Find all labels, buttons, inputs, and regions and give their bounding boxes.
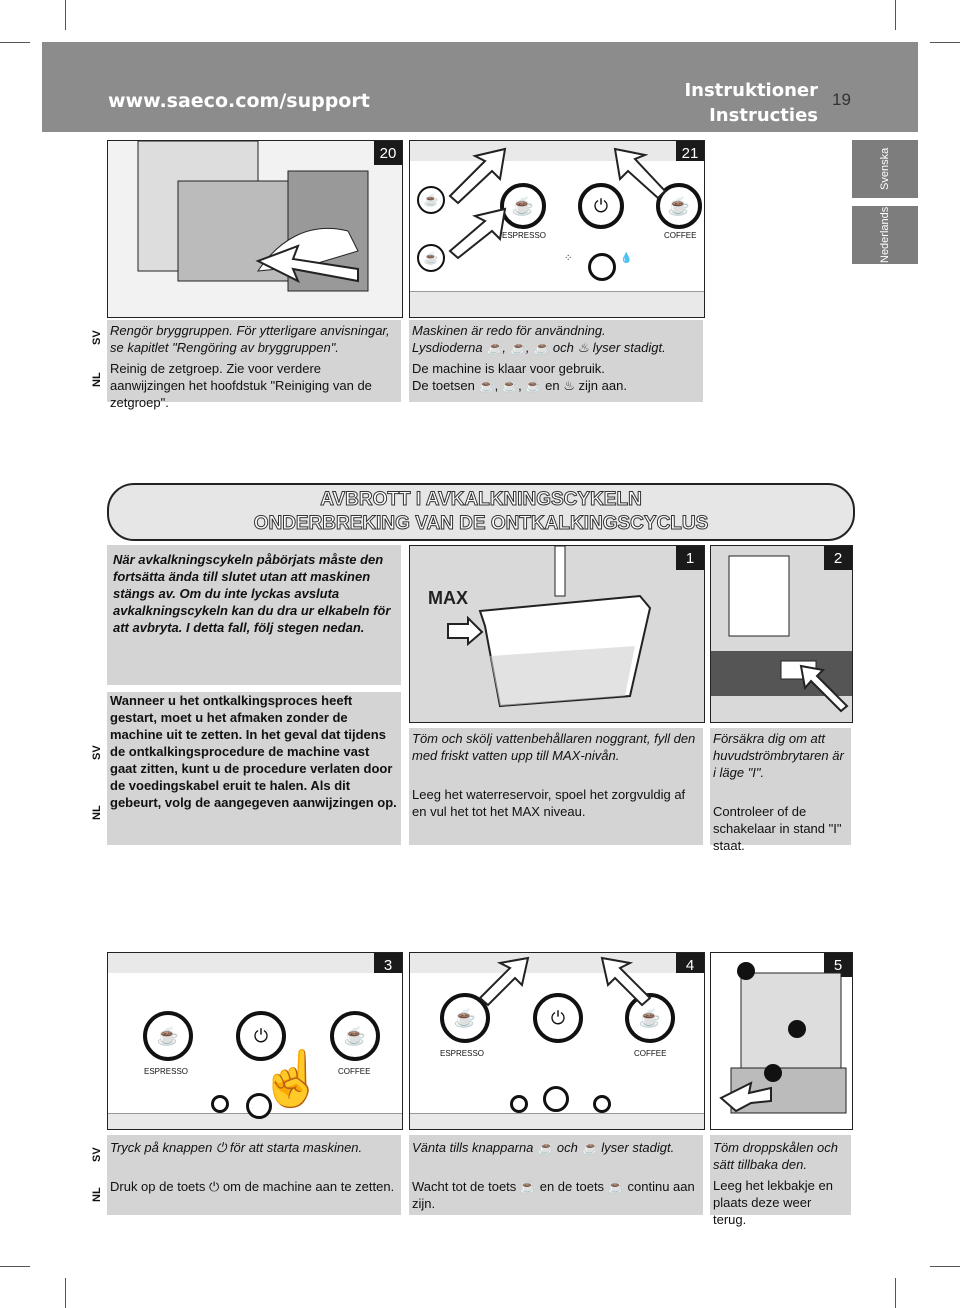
illustration-panel-3	[107, 952, 403, 1130]
lang-label-nl: NL	[91, 795, 107, 831]
lang-label-sv: SV	[91, 735, 107, 771]
illustration-panel-21	[409, 140, 705, 318]
espresso-cup-icon: ☕, ☕, ☕	[486, 340, 550, 355]
caption-3-nl-b: om de machine aan te zetten.	[222, 1179, 395, 1194]
espresso-label: ESPRESSO	[502, 231, 547, 240]
caption-4-sv-a: Vänta tills knapparna	[412, 1140, 534, 1155]
hand-icon: ☝	[258, 1049, 326, 1109]
arrow-icon	[448, 618, 482, 644]
crop-mark	[895, 1278, 896, 1308]
coffee-button[interactable]: ☕	[656, 183, 702, 229]
caption-1	[409, 728, 703, 845]
caption-5	[710, 1135, 851, 1227]
side-tab-svenska[interactable]: Svenska	[852, 140, 918, 198]
caption-4-nl-c: continu aan zijn.	[412, 1179, 695, 1211]
panel-number: 3	[374, 953, 402, 977]
espresso-label: ESPRESSO	[440, 1049, 485, 1058]
steam-led	[211, 1095, 229, 1113]
caption-21-nl-c: zijn aan.	[578, 378, 627, 393]
illustration-panel-20	[107, 140, 403, 318]
max-label: MAX	[428, 588, 468, 608]
caption-21-sv-c: lyser stadigt.	[592, 340, 666, 355]
caption-21-sv-b: och	[552, 340, 574, 355]
espresso-button[interactable]: ☕	[500, 183, 546, 229]
caption-2-nl: Controleer of de schakelaar in stand "I" staat.	[713, 804, 842, 853]
illustration-panel-1	[409, 545, 705, 723]
caption-20	[107, 320, 401, 410]
steam-icon: ♨	[577, 340, 590, 355]
caption-21-sv-line1: Maskinen är redo för användning.	[412, 323, 606, 338]
caption-4-sv-c: lyser stadigt.	[601, 1140, 675, 1155]
arrow-icon	[450, 209, 505, 258]
caption-3-sv-b: för att starta maskinen.	[229, 1140, 363, 1155]
panel-number: 2	[824, 546, 852, 570]
caption-20-nl: Reinig de zetgroep. Zie voor verdere aanwijzingen het hoofdstuk "Reiniging van de zetgroep".	[110, 361, 372, 410]
warning-nl: Wanneer u het ontkalkingsproces heeft gestart, moet u het afmaken zonder de machine uit te zetten. In het geval dat tijdens de ontkalkingsprocedure de machine vast gaat zitten, kunt u de procedure verlaten door de voedingskabel eruit te halen. Als dit gebeurt, volg de aangegeven aanwijzingen op.	[107, 692, 401, 845]
coffee-cup-icon: ☕	[417, 244, 445, 272]
panel-number: 21	[676, 141, 704, 165]
espresso-label: ESPRESSO	[144, 1067, 189, 1076]
brew-group-illustration	[108, 141, 402, 317]
caption-1-nl: Leeg het waterreservoir, spoel het zorgvuldig af en vul het tot het MAX niveau.	[412, 787, 686, 819]
caption-21-nl-b: en	[545, 378, 560, 393]
lang-label-nl: NL	[91, 362, 107, 398]
panel-number: 5	[824, 953, 852, 977]
crop-mark	[0, 1266, 30, 1267]
caption-5-sv: Töm droppskålen och sätt tillbaka den.	[713, 1140, 839, 1172]
caption-21-nl-a: De toetsen	[412, 378, 475, 393]
crop-mark	[930, 1266, 960, 1267]
caption-2	[710, 728, 851, 853]
power-icon: ⏻	[216, 1140, 227, 1155]
drip-tray-illustration	[711, 953, 852, 1129]
power-icon: ⏻	[209, 1179, 220, 1194]
crop-mark	[65, 0, 66, 30]
header-title-nl: Instructies	[709, 105, 818, 126]
header-title-sv: Instruktioner	[684, 80, 818, 101]
caption-3	[107, 1135, 401, 1215]
coffee-cup-icon: ☕	[607, 1179, 624, 1194]
espresso-cup-icon: ☕	[537, 1140, 554, 1155]
arrow-icon	[480, 958, 528, 1005]
section-title-nl: ONDERBREKING VAN DE ONTKALKINGSCYCLUS	[253, 513, 709, 534]
water-drop-icon: 💧	[620, 253, 633, 264]
intro-sv: När avkalkningscykeln påbörjats måste den fortsätta ända till slutet utan att maskinen stängs av. Om du inte lyckas avsluta avkalkningscykeln kan du dra ur elkabeln för att avbryta. I detta fall, följ stegen nedan.	[107, 545, 401, 685]
page-header	[42, 42, 918, 132]
coffee-label: COFFEE	[634, 1049, 667, 1058]
espresso-cup-icon: ☕	[417, 186, 445, 214]
steam-icon: ♨	[563, 378, 575, 393]
arrow-icon	[615, 149, 665, 198]
caption-20-sv: Rengör bryggruppen. För ytterligare anvisningar, se kapitlet "Rengöring av bryggruppen".	[110, 323, 390, 355]
crop-mark	[0, 42, 30, 43]
lang-label-sv: SV	[91, 1140, 107, 1170]
caption-21-nl-line1: De machine is klaar voor gebruik.	[412, 361, 605, 376]
power-button[interactable]: ⏻	[578, 183, 624, 229]
arrow-icon	[602, 958, 650, 1005]
side-tab-nederlands[interactable]: Nederlands	[852, 206, 918, 264]
caption-4-sv-b: och	[556, 1140, 578, 1155]
crop-mark	[65, 1278, 66, 1308]
espresso-button[interactable]: ☕	[143, 1011, 193, 1061]
caption-21-sv-a: Lysdioderna	[412, 340, 483, 355]
support-url[interactable]: www.saeco.com/support	[108, 90, 370, 112]
caption-1-sv: Töm och skölj vattenbehållaren noggrant, fyll den med friskt vatten upp till MAX-nivån.	[412, 731, 696, 763]
espresso-button[interactable]: ☕	[440, 993, 490, 1043]
power-button[interactable]: ⏻	[533, 993, 583, 1043]
caption-3-nl-a: Druk op de toets	[110, 1179, 206, 1194]
section-title-sv: AVBROTT I AVKALKNINGSCYKELN	[320, 489, 642, 510]
panel-number: 20	[374, 141, 402, 165]
caption-4	[409, 1135, 703, 1215]
coffee-button[interactable]: ☕	[330, 1011, 380, 1061]
section-banner	[107, 483, 855, 541]
caption-3-sv-a: Tryck på knappen	[110, 1140, 213, 1155]
caption-5-nl: Leeg het lekbakje en plaats deze weer terug.	[713, 1178, 833, 1227]
arrow-icon	[450, 149, 505, 203]
caption-4-nl-a: Wacht tot de toets	[412, 1179, 517, 1194]
illustration-panel-4	[409, 952, 705, 1130]
caption-21	[409, 320, 703, 402]
illustration-panel-5	[710, 952, 853, 1130]
steam-icon: ⁘	[564, 253, 573, 264]
power-button[interactable]: ⏻	[236, 1011, 286, 1061]
espresso-cup-icon: ☕	[519, 1179, 537, 1194]
panel-number: 4	[676, 953, 704, 977]
caption-4-nl-b: en de toets	[539, 1179, 605, 1194]
crop-mark	[930, 42, 960, 43]
main-switch-illustration	[711, 546, 852, 722]
coffee-label: COFFEE	[664, 231, 697, 240]
coffee-cup-icon: ☕, ☕, ☕	[478, 378, 542, 393]
page-number: 19	[832, 90, 851, 109]
crop-mark	[895, 0, 896, 30]
illustration-panel-2	[710, 545, 853, 723]
coffee-cup-icon: ☕	[581, 1140, 598, 1155]
lang-label-sv: SV	[91, 320, 107, 356]
lang-label-nl: NL	[91, 1180, 107, 1210]
caption-2-sv: Försäkra dig om att huvudströmbrytaren är i läge "I".	[713, 731, 844, 780]
coffee-label: COFFEE	[338, 1067, 371, 1076]
water-tank-illustration	[410, 546, 704, 722]
panel-number: 1	[676, 546, 704, 570]
coffee-button[interactable]: ☕	[625, 993, 675, 1043]
